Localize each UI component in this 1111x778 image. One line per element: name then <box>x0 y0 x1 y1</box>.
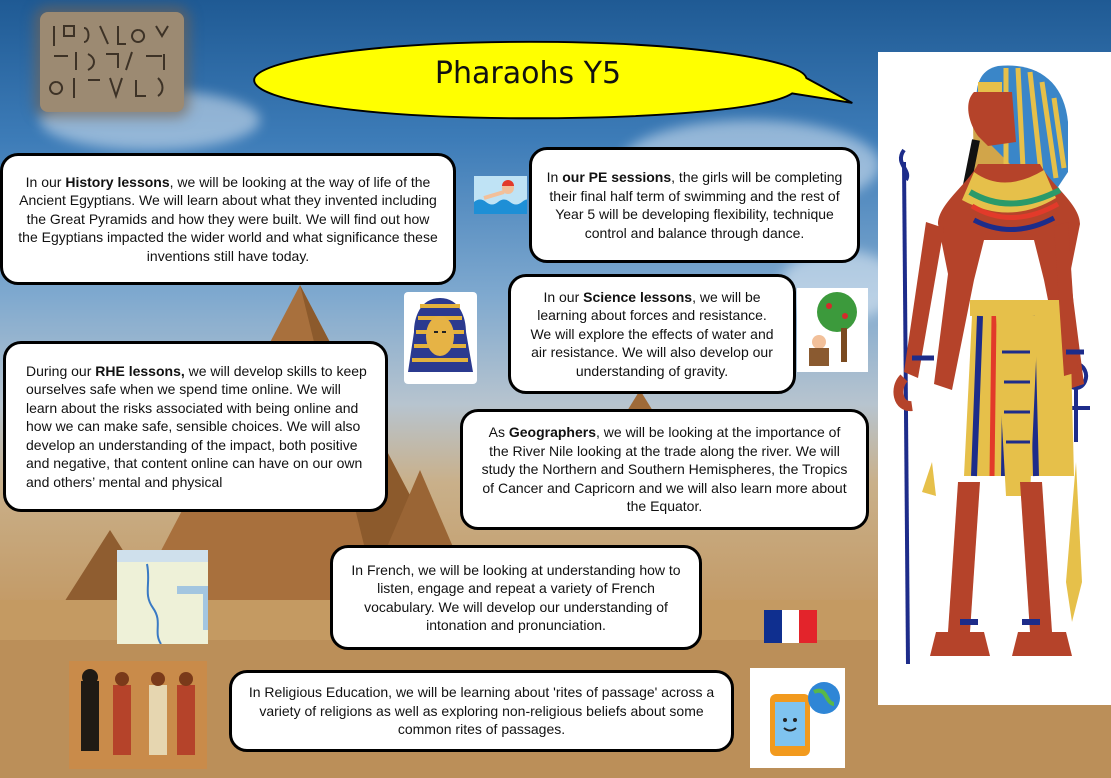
tutankhamun-mask-icon <box>404 292 477 384</box>
pe-card <box>529 147 860 263</box>
pe-text: In our PE sessions, the girls will be completing their final half term of swimming and the rest of Year 5 will be developing flexibility, technique control and balance through dance. <box>546 169 843 241</box>
geography-text: As Geographers, we will be looking at the importance of the River Nile looking at the trade along the river. We will study the Northern and Southern Hemispheres, the Tropics of Cancer and Capricorn and we will also learn more about the Equator. <box>481 424 848 515</box>
nile-map-icon <box>117 550 208 644</box>
rhe-text: During our RHE lessons, we will develop skills to keep ourselves safe when we spend time online. We will learn about the risks associated with being online and how we can make safe, sensible choices. We will also develop an understanding of the impact, both positive and negative, that content online can have on our own and others’ mental and physical <box>26 362 367 490</box>
page-title: Pharaohs Y5 <box>434 56 622 91</box>
egyptian-gods-icon <box>69 661 207 769</box>
french-flag-icon <box>764 610 817 643</box>
french-card <box>330 545 702 650</box>
geography-card <box>460 409 869 530</box>
french-text: In French, we will be looking at understanding how to listen, engage and repeat a variety of French vocabulary. We will develop our understanding of intonation and pronunciation. <box>351 561 681 633</box>
swimmer-icon <box>474 176 527 214</box>
history-text: In our History lessons, we will be looking at the way of life of the Ancient Egyptians. We will learn about what they invented including the Great Pyramids and how they were built. We will find out how the Egyptians impacted the wider world and what significance these inventions still have today. <box>18 173 438 264</box>
science-card <box>508 274 796 394</box>
re-card <box>229 670 734 752</box>
hieroglyph-tablet-icon <box>40 12 184 112</box>
rhe-card <box>3 341 388 512</box>
science-text: In our Science lessons, we will be learning about forces and resistance. We will explore the effects of water and air resistance. We will also develop our understanding of gravity. <box>530 288 774 379</box>
newton-apple-tree-icon <box>797 288 868 372</box>
re-text: In Religious Education, we will be learning about 'rites of passage' across a variety of religions as well as exploring non-religious beliefs about some common rites of passages. <box>248 684 715 738</box>
history-card <box>0 153 456 285</box>
tablet-globe-icon <box>750 668 845 768</box>
pharaoh-figure-icon <box>878 52 1111 705</box>
